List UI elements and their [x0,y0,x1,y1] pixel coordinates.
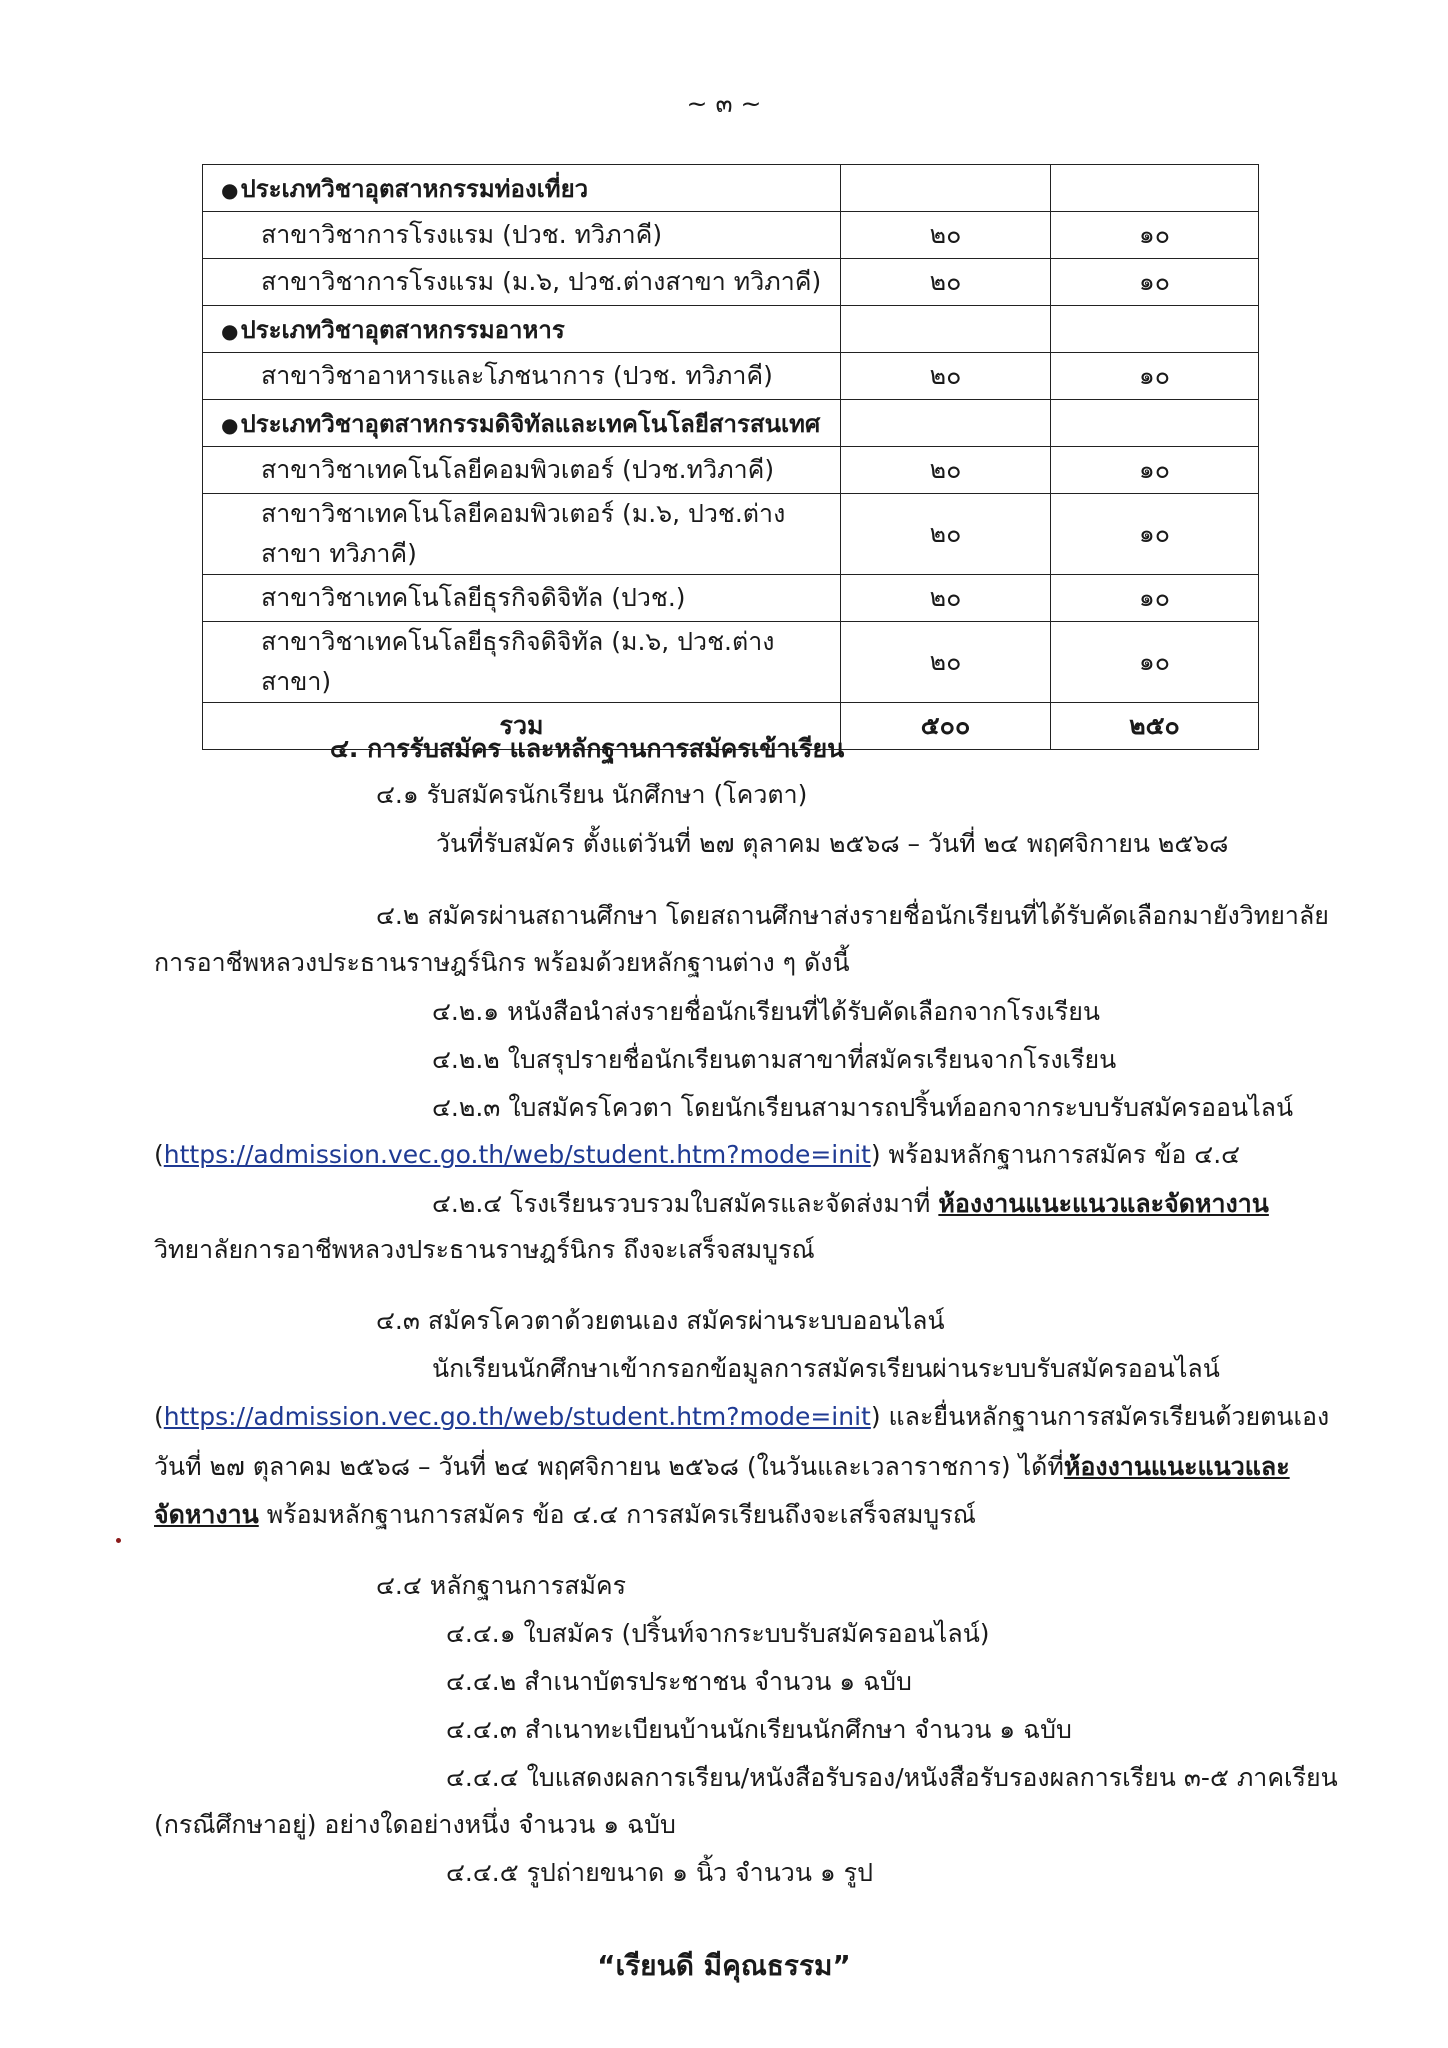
quota-value-1: ๒๐ [841,353,1051,400]
section-4-3-line2: (https://admission.vec.go.th/web/student.htm?mode=init) และยื่นหลักฐานการสมัครเรียนด้วยตนเอง [154,1402,1330,1431]
total-label: รวม [203,703,841,750]
quota-value-2: ๑๐ [1051,575,1259,622]
table-row [203,575,1259,622]
section-4-2-2: ๔.๒.๒ ใบสรุปรายชื่อนักเรียนตามสาขาที่สมัครเรียนจากโรงเรียน [432,1045,1117,1074]
section-4-4-3: ๔.๔.๓ สำเนาทะเบียนบ้านนักเรียนนักศึกษา จำนวน ๑ ฉบับ [446,1715,1072,1744]
section-4-4-5: ๔.๔.๕ รูปถ่ายขนาด ๑ นิ้ว จำนวน ๑ รูป [446,1858,873,1887]
section-4-3-line4 [154,1500,976,1530]
quota-table-body [203,165,1259,750]
section-4-4-1: ๔.๔.๑ ใบสมัคร (ปริ้นท์จากระบบรับสมัครออนไลน์) [446,1619,990,1648]
branch-label: สาขาวิชาเทคโนโลยีคอมพิวเตอร์ (ปวช.ทวิภาคี) [203,447,841,494]
section-4-2-line2: การอาชีพหลวงประธานราษฎร์นิกร พร้อมด้วยหลักฐานต่าง ๆ ดังนี้ [154,948,850,977]
table-row [203,306,1259,353]
branch-label: สาขาวิชาการโรงแรม (ปวช. ทวิภาคี) [203,212,841,259]
quota-value-1: ๒๐ [841,259,1051,306]
scan-speck [116,1538,121,1543]
total-value-1: ๕๐๐ [841,703,1051,750]
section-4-2-3-line2: (https://admission.vec.go.th/web/student.htm?mode=init) พร้อมหลักฐานการสมัคร ข้อ ๔.๔ [154,1140,1241,1169]
table-row [203,165,1259,212]
quota-value-2: ๑๐ [1051,259,1259,306]
quota-cell-2 [1051,400,1259,447]
quota-table [202,164,1259,750]
table-row [203,400,1259,447]
category-cell [203,306,841,353]
branch-label: สาขาวิชาเทคโนโลยีคอมพิวเตอร์ (ม.๖, ปวช.ต่างสาขา ทวิภาคี) [203,494,841,575]
total-value-2: ๒๕๐ [1051,703,1259,750]
section-4-3-line1: นักเรียนนักศึกษาเข้ากรอกข้อมูลการสมัครเรียนผ่านระบบรับสมัครออนไลน์ [432,1354,1220,1383]
section-4-3-after: ) และยื่นหลักฐานการสมัครเรียนด้วยตนเอง [870,1402,1330,1431]
quota-cell-2 [1051,165,1259,212]
section-4-4-4-line1: ๔.๔.๔ ใบแสดงผลการเรียน/หนังสือรับรอง/หนังสือรับรองผลการเรียน ๓-๕ ภาคเรียน [446,1763,1338,1792]
section-4-2-4-text: ๔.๒.๔ โรงเรียนรวบรวมใบสมัครและจัดส่งมาที่ [432,1189,939,1218]
table-row [203,447,1259,494]
bullet-icon: ● [221,412,239,437]
quota-value-1: ๒๐ [841,575,1051,622]
branch-label: สาขาวิชาการโรงแรม (ม.๖, ปวช.ต่างสาขา ทวิภาคี) [203,259,841,306]
quota-cell-1 [841,306,1051,353]
quota-cell-2 [1051,306,1259,353]
category-label: ประเภทวิชาอุตสาหกรรมอาหาร [240,315,565,344]
section-4-3-line3 [154,1452,1290,1482]
branch-label: สาขาวิชาอาหารและโภชนาการ (ปวช. ทวิภาคี) [203,353,841,400]
quota-value-2: ๑๐ [1051,494,1259,575]
quota-value-2: ๑๐ [1051,447,1259,494]
page-number: ~ ๓ ~ [686,89,762,118]
motto: “เรียนดี มีคุณธรรม” [597,1949,851,1982]
table-row [203,353,1259,400]
quota-value-1: ๒๐ [841,622,1051,703]
section-4-3-rest: พร้อมหลักฐานการสมัคร ข้อ ๔.๔ การสมัครเรียนถึงจะเสร็จสมบูรณ์ [258,1500,976,1529]
guidance-office-label: ห้องงานแนะแนวและ [1063,1452,1290,1481]
table-row [203,622,1259,703]
section-4-2-line1: ๔.๒ สมัครผ่านสถานศึกษา โดยสถานศึกษาส่งรายชื่อนักเรียนที่ได้รับคัดเลือกมายังวิทยาลัย [376,901,1329,930]
table-row [203,494,1259,575]
guidance-office-label-cont: จัดหางาน [154,1500,259,1529]
table-row [203,212,1259,259]
section-4-4-2: ๔.๔.๒ สำเนาบัตรประชาชน จำนวน ๑ ฉบับ [446,1667,912,1696]
quota-cell-1 [841,165,1051,212]
table-row [203,259,1259,306]
quota-value-1: ๒๐ [841,212,1051,259]
section-4-1-title: ๔.๑ รับสมัครนักเรียน นักศึกษา (โควตา) [376,780,808,809]
quota-cell-1 [841,400,1051,447]
category-label: ประเภทวิชาอุตสาหกรรมดิจิทัลและเทคโนโลยีสารสนเทศ [240,409,821,438]
section-4-2-1: ๔.๒.๑ หนังสือนำส่งรายชื่อนักเรียนที่ได้รับคัดเลือกจากโรงเรียน [432,997,1100,1026]
quota-value-2: ๑๐ [1051,622,1259,703]
section-4-2-3-after: ) พร้อมหลักฐานการสมัคร ข้อ ๔.๔ [870,1140,1241,1169]
section-4-3-title: ๔.๓ สมัครโควตาด้วยตนเอง สมัครผ่านระบบออนไลน์ [376,1306,945,1335]
section-4-2-3-line1: ๔.๒.๓ ใบสมัครโควตา โดยนักเรียนสามารถปริ้นท์ออกจากระบบรับสมัครออนไลน์ [432,1093,1294,1122]
section-4-1-date: วันที่รับสมัคร ตั้งแต่วันที่ ๒๗ ตุลาคม ๒๕๖๘ – วันที่ ๒๔ พฤศจิกายน ๒๕๖๘ [436,829,1229,858]
section-4-2-4-line1 [432,1189,1269,1219]
quota-value-1: ๒๐ [841,494,1051,575]
quota-value-1: ๒๐ [841,447,1051,494]
section-4-heading: ๔. การรับสมัคร และหลักฐานการสมัครเข้าเรียน [330,734,845,763]
section-4-4-4-line2: (กรณีศึกษาอยู่) อย่างใดอย่างหนึ่ง จำนวน ๑ ฉบับ [154,1810,676,1839]
section-4-3-dates: วันที่ ๒๗ ตุลาคม ๒๕๖๘ – วันที่ ๒๔ พฤศจิกายน ๒๕๖๘ (ในวันและเวลาราชการ) ได้ที่ [154,1452,1064,1481]
admission-link[interactable]: https://admission.vec.go.th/web/student.htm?mode=init [163,1402,871,1431]
category-label: ประเภทวิชาอุตสาหกรรมท่องเที่ยว [240,174,589,203]
section-4-4-title: ๔.๔ หลักฐานการสมัคร [376,1571,627,1600]
category-cell [203,165,841,212]
quota-value-2: ๑๐ [1051,212,1259,259]
bullet-icon: ● [221,177,239,202]
guidance-office-label: ห้องงานแนะแนวและจัดหางาน [938,1189,1269,1218]
quota-value-2: ๑๐ [1051,353,1259,400]
branch-label: สาขาวิชาเทคโนโลยีธุรกิจดิจิทัล (ม.๖, ปวช.ต่างสาขา) [203,622,841,703]
branch-label: สาขาวิชาเทคโนโลยีธุรกิจดิจิทัล (ปวช.) [203,575,841,622]
section-4-2-4-line2: วิทยาลัยการอาชีพหลวงประธานราษฎร์นิกร ถึงจะเสร็จสมบูรณ์ [154,1235,815,1264]
category-cell [203,400,841,447]
bullet-icon: ● [221,318,239,343]
admission-link[interactable]: https://admission.vec.go.th/web/student.htm?mode=init [163,1140,871,1169]
